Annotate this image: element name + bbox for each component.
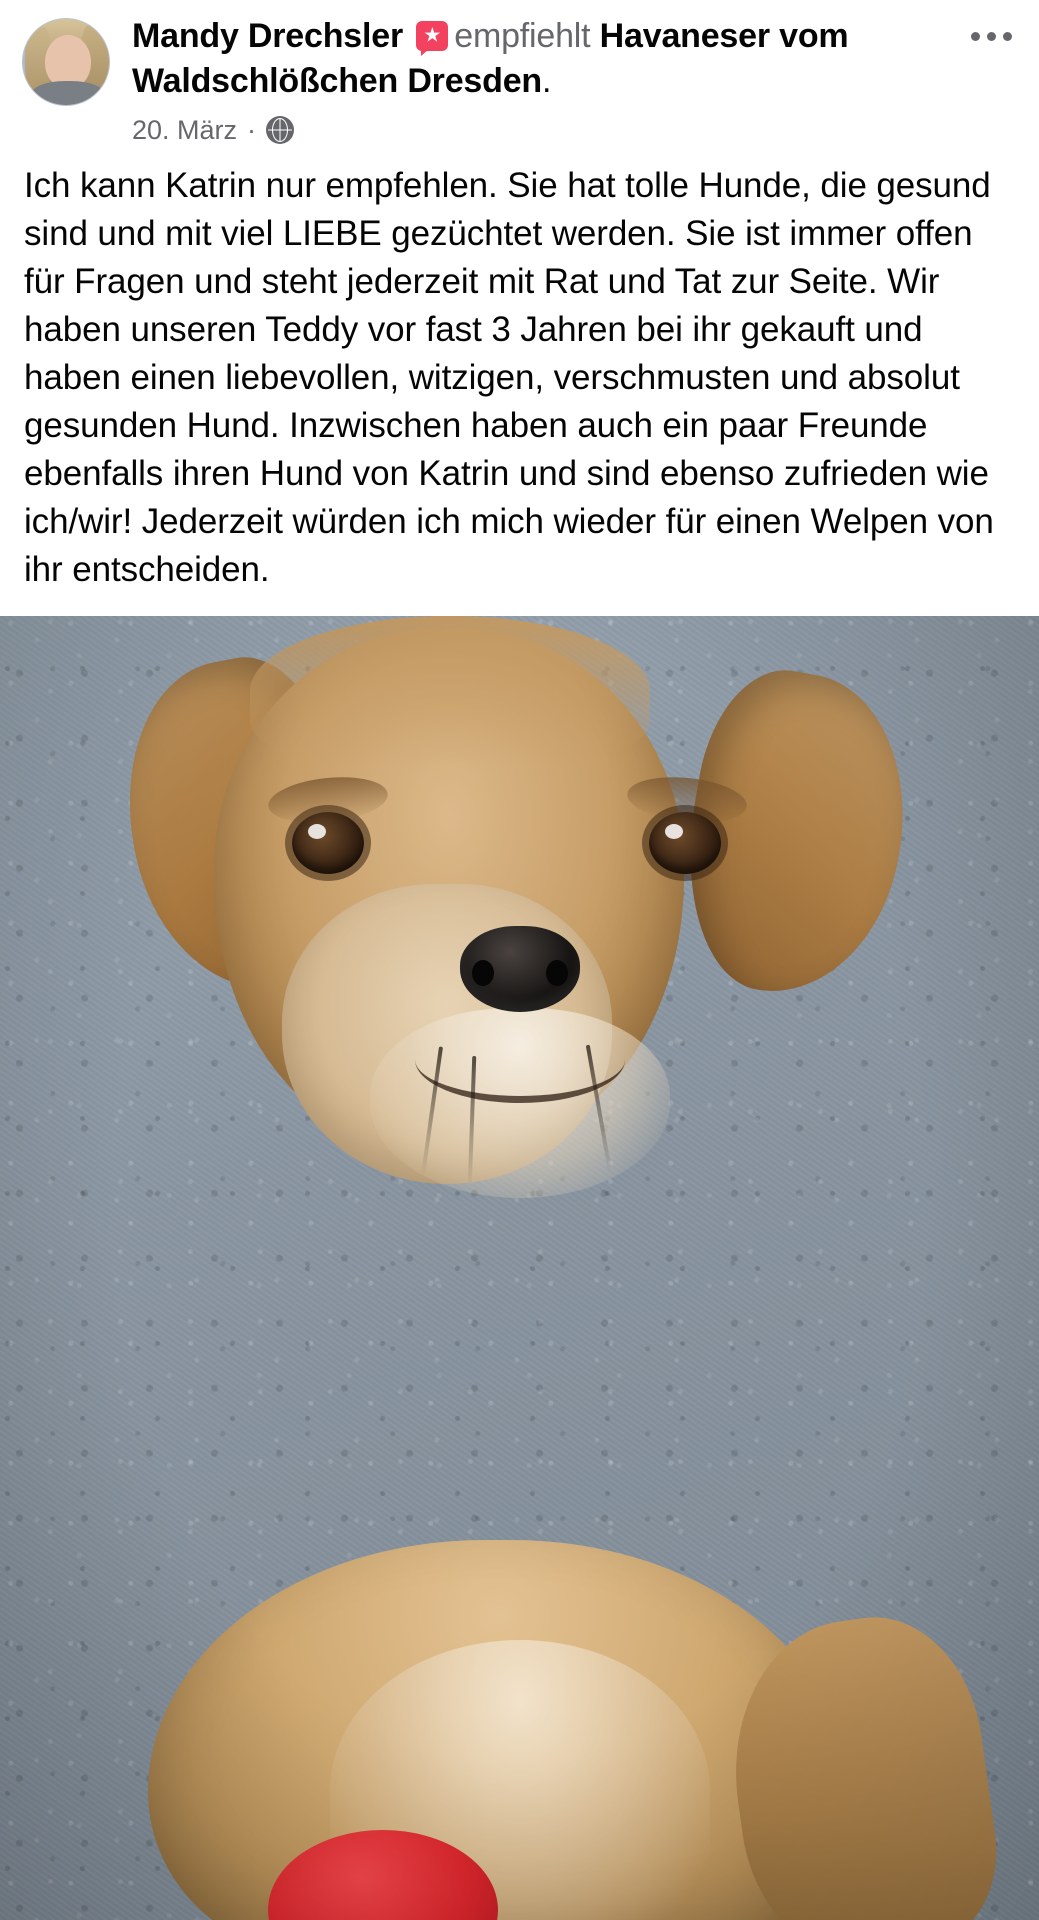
photo-inner (0, 616, 1039, 1920)
meta-separator: · (247, 115, 257, 145)
more-dot-2 (987, 32, 996, 41)
avatar-shoulders (31, 81, 105, 106)
globe-icon[interactable] (266, 116, 294, 144)
timestamp[interactable]: 20. März (132, 115, 238, 145)
author-name[interactable]: Mandy Drechsler (132, 17, 403, 55)
globe-ring (272, 118, 288, 142)
badge-tail (421, 49, 429, 56)
recommendation-badge-icon (416, 21, 448, 51)
post-body-text: Ich kann Katrin nur empfehlen. Sie hat tolle Hunde, die gesund sind und mit viel LIEBE gezüchtet werden. Sie ist immer offen für Fragen und steht jederzeit mit Rat und Tat zur Seite. Wir haben unseren Teddy vor fast 3 Jahren bei ihr gekauft und haben einen liebevollen, witzigen, verschmusten und absolut gesunden Hund. Inzwischen haben auch ein paar Freunde ebenfalls ihren Hund von Katrin und sind ebenso zufrieden wie ich/wir! Jederzeit würden ich mich wieder für einen Welpen von ihr entscheiden. (24, 166, 994, 589)
sentence-end: . (541, 62, 552, 100)
dog-head-fur (250, 616, 650, 766)
badge-star-glyph: ★ (423, 24, 442, 47)
more-options-icon[interactable] (963, 14, 1019, 58)
dog-nose (460, 926, 580, 1012)
post-photo[interactable] (0, 616, 1039, 1920)
action-text: empfiehlt (454, 17, 591, 55)
dog-eye-right (649, 812, 721, 874)
post-header (0, 0, 1039, 146)
post-header-text (132, 14, 1017, 146)
post-meta (132, 114, 945, 146)
page-name[interactable]: Havaneser vom Waldschlößchen Dresden (132, 17, 849, 100)
post-title-line (132, 14, 945, 104)
dog-eye-left (292, 812, 364, 874)
more-dot-3 (1003, 32, 1012, 41)
more-dot-1 (971, 32, 980, 41)
avatar[interactable] (22, 18, 110, 106)
dog-illustration (0, 616, 1039, 1920)
